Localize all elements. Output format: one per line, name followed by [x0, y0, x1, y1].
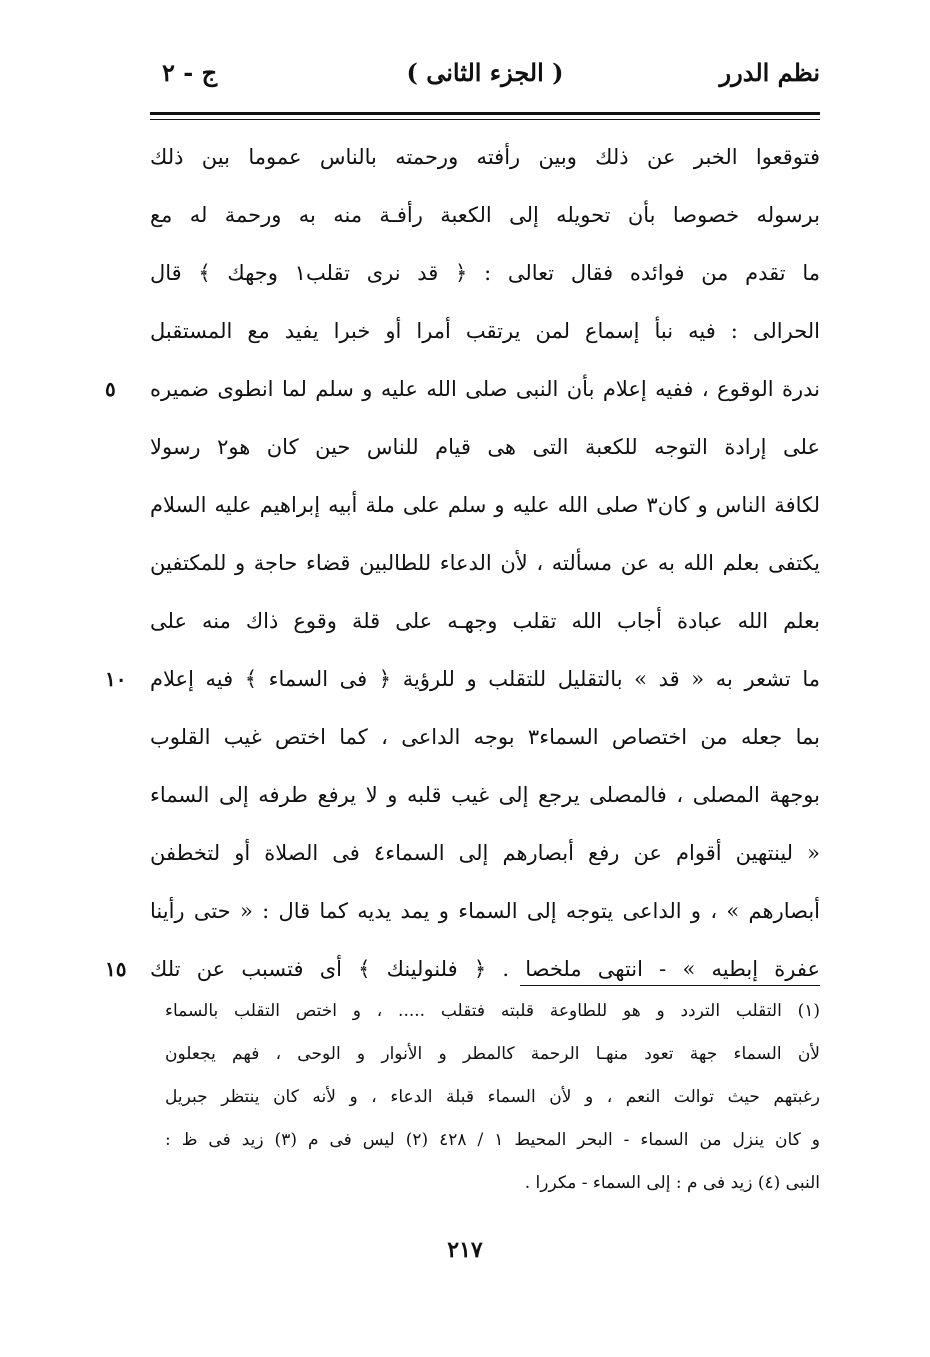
text-line: بما جعله من اختصاص السماء٣ بوجه الداعى ، كما اختص غيب القلوب	[150, 725, 820, 749]
text-line: عفرة إبطيه » - انتهى ملخصا . ﴿ فلنولينك ﴾ أى فتسبب عن تلك ١٥	[150, 940, 820, 998]
part-label: ( الجزء الثانى )	[406, 58, 564, 87]
text-line: بعلم الله عبادة أجاب الله تقلب وجهـه على قلة وقوع ذاك منه على	[150, 609, 820, 633]
footnote-line: النبى (٤) زيد فى م : إلى السماء - مكررا .	[524, 1173, 820, 1193]
text-line: ما تقدم من فوائده فقال تعالى : ﴿ قد نرى تقلب١ وجهك ﴾ قال	[150, 261, 820, 285]
text-line: فتوقعوا الخبر عن ذلك وبين رأفته ورحمته بالناس عموما بين ذلك	[150, 145, 820, 169]
text-line: بوجهة المصلى ، فالمصلى يرجع إلى غيب قلبه و لا يرفع طرفه إلى السماء	[150, 783, 820, 807]
book-title: نظم الدرر	[719, 58, 820, 87]
volume-label: ج - ٢	[162, 58, 218, 87]
text-line: أبصارهم » ، و الداعى يتوجه إلى السماء و يمد يديه كما قال : « حتى رأينا	[150, 899, 820, 923]
text-line: لكافة الناس و كان٣ صلى الله عليه و سلم على ملة أبيه إبراهيم عليه السلام	[150, 493, 821, 517]
text-line: برسوله خصوصا بأن تحويله إلى الكعبة رأفـة منه به ورحمة له مع	[150, 203, 820, 227]
page-header	[150, 58, 820, 98]
text-line: « لينتهين أقوام عن رفع أبصارهم إلى السماء٤ فى الصلاة أو لتخطفن	[150, 841, 821, 865]
footnote-line: لأن السماء جهة تعود منهـا الرحمة كالمطر و الأنوار و الوحى ، فهم يجعلون	[165, 1044, 820, 1064]
line-number: ١٠	[105, 667, 127, 691]
line-number: ١٥	[105, 957, 127, 981]
footnote-line: (١) التقلب التردد و هو للطاوعة قلبته فتقلب ..... ، و اختص التقلب بالسماء	[165, 1001, 820, 1021]
footnote-line: و كان ينزل من السماء - البحر المحيط ١ / ٤٢٨ (٢) ليس فى م (٣) زيد فى ظ :	[165, 1130, 821, 1150]
text-line: الحرالى : فيه نبأ إسماع لمن يرتقب أمرا أو خبرا يفيد مع المستقبل	[150, 319, 820, 343]
header-rule-thin	[150, 119, 820, 120]
text-line: ما تشعر به « قد » بالتقليل للتقلب و للرؤية ﴿ فى السماء ﴾ فيه إعلام ١٠	[150, 650, 820, 708]
line-number: ٥	[105, 377, 116, 401]
text-line: يكتفى بعلم الله به عن مسألته ، لأن الدعاء للطالبين قضاء حاجة و للمكتفين	[150, 551, 820, 575]
main-text	[105, 128, 821, 998]
footnotes	[165, 990, 820, 1205]
page-number: ٢١٧	[447, 1237, 483, 1263]
text-line: ندرة الوقوع ، ففيه إعلام بأن النبى صلى الله عليه و سلم لما انطوى ضميره ٥	[150, 360, 820, 418]
footnote-separator	[520, 985, 820, 986]
footnote-line: رغبتهم حيث توالت النعم ، و لأن السماء قبلة الدعاء ، و لأنه كان ينتظر جبريل	[165, 1087, 820, 1107]
text-line: على إرادة التوجه للكعبة التى هى قيام للناس حين كان هو٢ رسولا	[150, 435, 820, 459]
header-rule-thick	[150, 112, 820, 115]
